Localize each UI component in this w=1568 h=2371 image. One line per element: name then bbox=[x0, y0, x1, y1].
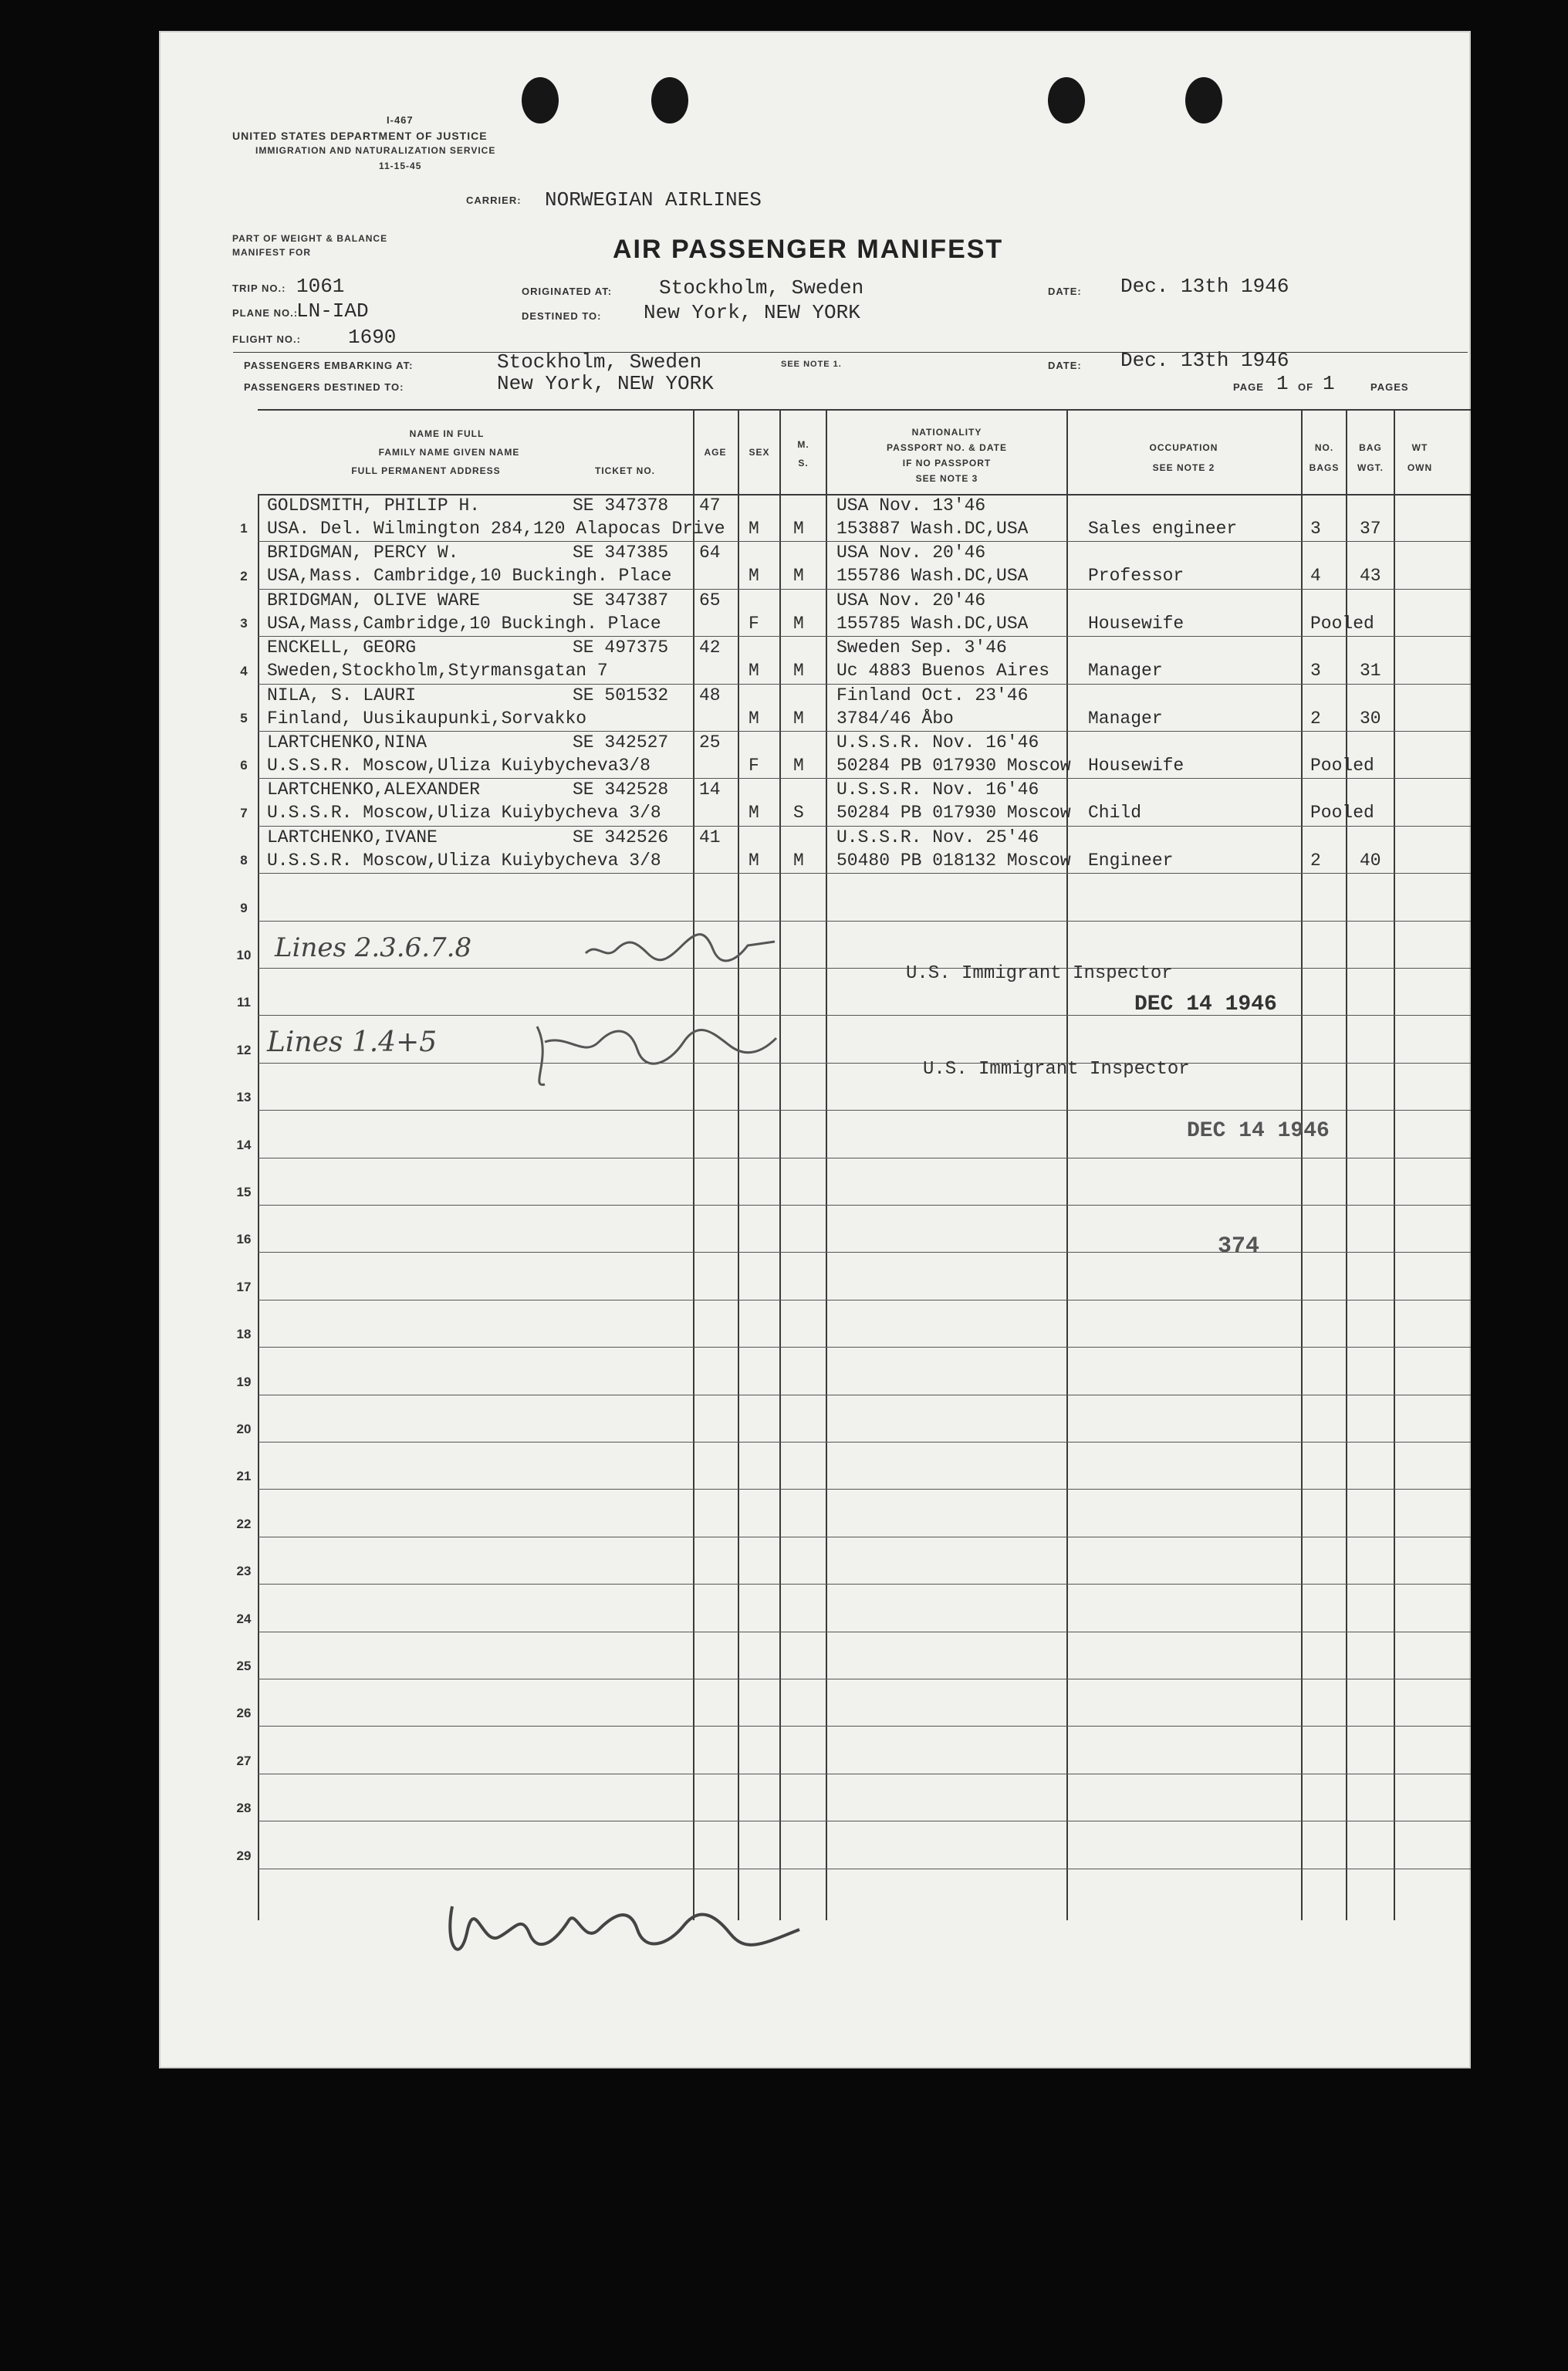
row-rule bbox=[258, 1205, 1471, 1206]
passenger-sex: M bbox=[749, 803, 759, 823]
row-number: 5 bbox=[240, 711, 248, 726]
row-rule bbox=[258, 921, 1471, 922]
bag-count: Pooled bbox=[1310, 756, 1374, 776]
row-number: 10 bbox=[236, 948, 252, 962]
ticket-number: SE 342526 bbox=[573, 827, 669, 847]
passenger-age: 42 bbox=[699, 638, 721, 658]
row-number: 9 bbox=[240, 901, 248, 915]
trip-label: TRIP NO.: bbox=[232, 282, 286, 294]
ticket-number: SE 347387 bbox=[573, 590, 669, 611]
inspector-title-2: U.S. Immigrant Inspector bbox=[923, 1059, 1190, 1080]
col-wt-header-2: OWN bbox=[1407, 462, 1433, 473]
col-occ-header-2: SEE NOTE 2 bbox=[1152, 462, 1215, 473]
occupation: Professor bbox=[1088, 566, 1184, 586]
passenger-sex: F bbox=[749, 756, 759, 776]
passenger-sex: M bbox=[749, 851, 759, 871]
row-number: 19 bbox=[236, 1375, 252, 1389]
passport: Uc 4883 Buenos Aires bbox=[836, 661, 1050, 681]
row-rule bbox=[258, 873, 1471, 874]
bag-count: 3 bbox=[1310, 519, 1321, 539]
row-rule bbox=[258, 778, 1471, 779]
stamp-date-1: DEC 14 1946 bbox=[1134, 993, 1277, 1016]
row-rule bbox=[258, 684, 1471, 685]
row-number: 4 bbox=[240, 664, 248, 678]
passenger-name: ENCKELL, GEORG bbox=[267, 638, 417, 658]
nationality: U.S.S.R. Nov. 16'46 bbox=[836, 780, 1039, 800]
bag-count: 2 bbox=[1310, 851, 1321, 871]
part-label-2: MANIFEST FOR bbox=[232, 247, 311, 258]
passenger-sex: F bbox=[749, 614, 759, 634]
passenger-age: 65 bbox=[699, 590, 721, 611]
passport: 155785 Wash.DC,USA bbox=[836, 614, 1029, 634]
col-name-header-3: FULL PERMANENT ADDRESS bbox=[351, 465, 501, 476]
row-number: 14 bbox=[236, 1138, 252, 1152]
ticket-number: SE 501532 bbox=[573, 685, 669, 705]
nationality: USA Nov. 20'46 bbox=[836, 590, 986, 611]
row-rule bbox=[258, 731, 1471, 732]
passenger-name: BRIDGMAN, OLIVE WARE bbox=[267, 590, 481, 611]
passenger-sex: M bbox=[749, 661, 759, 681]
marital-status: M bbox=[793, 709, 804, 729]
occupation: Housewife bbox=[1088, 756, 1184, 776]
carrier-label: CARRIER: bbox=[466, 194, 522, 206]
row-number: 11 bbox=[237, 995, 251, 1010]
marital-status: M bbox=[793, 519, 804, 539]
row-number: 8 bbox=[240, 853, 248, 868]
row-number: 1 bbox=[240, 521, 248, 536]
occupation: Sales engineer bbox=[1088, 519, 1238, 539]
page-label: PAGE bbox=[1233, 381, 1264, 393]
row-number: 27 bbox=[236, 1754, 252, 1768]
col-nat-header-3: IF NO PASSPORT bbox=[902, 458, 992, 468]
row-number: 12 bbox=[236, 1043, 252, 1057]
col-age-header: AGE bbox=[704, 447, 727, 458]
date2-value: Dec. 13th 1946 bbox=[1120, 349, 1289, 372]
row-rule bbox=[258, 1015, 1471, 1016]
passenger-name: LARTCHENKO,NINA bbox=[267, 732, 427, 753]
ticket-number: SE 497375 bbox=[573, 638, 669, 658]
col-wt-header-1: WT bbox=[1411, 442, 1428, 453]
passport: 155786 Wash.DC,USA bbox=[836, 566, 1029, 586]
pages-label: PAGES bbox=[1370, 381, 1409, 393]
permanent-address: Sweden,Stockholm,Styrmansgatan 7 bbox=[267, 661, 608, 681]
col-bagwt-header-1: BAG bbox=[1359, 442, 1382, 453]
permanent-address: USA,Mass. Cambridge,10 Buckingh. Place bbox=[267, 566, 672, 586]
occupation: Manager bbox=[1088, 661, 1163, 681]
col-bagwt-header-2: WGT. bbox=[1357, 462, 1384, 473]
col-occ-header-1: OCCUPATION bbox=[1149, 442, 1218, 453]
row-rule bbox=[258, 1726, 1471, 1727]
col-ms-header-1: M. bbox=[797, 439, 809, 450]
row-rule bbox=[258, 1110, 1471, 1111]
row-number: 24 bbox=[236, 1612, 252, 1626]
row-number: 28 bbox=[236, 1801, 252, 1815]
flight-label: FLIGHT NO.: bbox=[232, 333, 301, 345]
marital-status: S bbox=[793, 803, 804, 823]
row-number: 3 bbox=[240, 616, 248, 631]
marital-status: M bbox=[793, 566, 804, 586]
ticket-number: SE 342527 bbox=[573, 732, 669, 753]
row-number: 21 bbox=[236, 1469, 252, 1483]
service-name: IMMIGRATION AND NATURALIZATION SERVICE bbox=[255, 145, 496, 156]
row-rule bbox=[258, 1489, 1471, 1490]
row-rule bbox=[258, 636, 1471, 637]
captain-signature bbox=[437, 1883, 807, 1976]
row-rule bbox=[258, 1063, 1471, 1064]
lines-note-1: Lines 2.3.6.7.8 bbox=[275, 932, 472, 963]
manifest-sheet bbox=[159, 31, 1471, 2068]
col-bags-header-2: BAGS bbox=[1309, 462, 1340, 473]
row-rule bbox=[258, 1252, 1471, 1253]
passenger-age: 64 bbox=[699, 543, 721, 563]
passenger-name: GOLDSMITH, PHILIP H. bbox=[267, 496, 481, 516]
col-ms-header-2: S. bbox=[798, 458, 809, 468]
passport: 153887 Wash.DC,USA bbox=[836, 519, 1029, 539]
passenger-name: LARTCHENKO,IVANE bbox=[267, 827, 438, 847]
embarking-label: PASSENGERS EMBARKING AT: bbox=[244, 360, 414, 371]
stamp-date-2: DEC 14 1946 bbox=[1187, 1119, 1330, 1143]
row-rule bbox=[258, 1584, 1471, 1585]
ticket-number: SE 347378 bbox=[573, 496, 669, 516]
passport: 3784/46 Åbo bbox=[836, 709, 954, 729]
row-rule bbox=[258, 968, 1471, 969]
row-number: 7 bbox=[240, 806, 248, 820]
row-number: 18 bbox=[236, 1327, 252, 1341]
row-number: 25 bbox=[236, 1659, 252, 1673]
carrier-value: NORWEGIAN AIRLINES bbox=[545, 188, 762, 211]
occupation: Manager bbox=[1088, 709, 1163, 729]
row-number: 15 bbox=[236, 1185, 252, 1199]
permanent-address: U.S.S.R. Moscow,Uliza Kuiybycheva3/8 bbox=[267, 756, 651, 776]
row-rule bbox=[258, 541, 1471, 542]
nationality: Sweden Sep. 3'46 bbox=[836, 638, 1007, 658]
dest-label: PASSENGERS DESTINED TO: bbox=[244, 381, 404, 393]
passenger-sex: M bbox=[749, 709, 759, 729]
passenger-sex: M bbox=[749, 519, 759, 539]
form-number: I-467 bbox=[387, 114, 414, 126]
bag-count: 3 bbox=[1310, 661, 1321, 681]
passenger-age: 14 bbox=[699, 780, 721, 800]
passport: 50284 PB 017930 Moscow bbox=[836, 756, 1071, 776]
originated-label: ORIGINATED AT: bbox=[522, 286, 613, 297]
col-ticket-header: TICKET NO. bbox=[595, 465, 655, 476]
plane-value: LN-IAD bbox=[296, 299, 369, 323]
passenger-name: NILA, S. LAURI bbox=[267, 685, 417, 705]
date-value: Dec. 13th 1946 bbox=[1120, 275, 1289, 298]
occupation: Child bbox=[1088, 803, 1142, 823]
occupation: Housewife bbox=[1088, 614, 1184, 634]
permanent-address: USA. Del. Wilmington 284,120 Alapocas Drive bbox=[267, 519, 725, 539]
occupation: Engineer bbox=[1088, 851, 1174, 871]
row-number: 23 bbox=[236, 1564, 252, 1578]
marital-status: M bbox=[793, 851, 804, 871]
nationality: USA Nov. 20'46 bbox=[836, 543, 986, 563]
bag-weight: 43 bbox=[1360, 566, 1381, 586]
permanent-address: USA,Mass,Cambridge,10 Buckingh. Place bbox=[267, 614, 661, 634]
lines-note-2: Lines 1.4+5 bbox=[267, 1027, 438, 1058]
passenger-sex: M bbox=[749, 566, 759, 586]
dest-value: New York, NEW YORK bbox=[497, 372, 714, 395]
col-name-header-1: NAME IN FULL bbox=[409, 428, 485, 439]
passenger-age: 48 bbox=[699, 685, 721, 705]
passenger-name: BRIDGMAN, PERCY W. bbox=[267, 543, 459, 563]
trip-value: 1061 bbox=[296, 275, 345, 298]
department-name: UNITED STATES DEPARTMENT OF JUSTICE bbox=[232, 130, 488, 142]
destined-value: New York, NEW YORK bbox=[644, 301, 860, 324]
row-number: 2 bbox=[240, 569, 248, 583]
row-number: 22 bbox=[236, 1517, 252, 1531]
permanent-address: U.S.S.R. Moscow,Uliza Kuiybycheva 3/8 bbox=[267, 803, 661, 823]
passport: 50480 PB 018132 Moscow bbox=[836, 851, 1071, 871]
permanent-address: U.S.S.R. Moscow,Uliza Kuiybycheva 3/8 bbox=[267, 851, 661, 871]
part-label: PART OF WEIGHT & BALANCE bbox=[232, 233, 388, 244]
page-title: AIR PASSENGER MANIFEST bbox=[613, 235, 1004, 264]
nationality: Finland Oct. 23'46 bbox=[836, 685, 1029, 705]
row-number: 6 bbox=[240, 758, 248, 773]
ticket-number: SE 342528 bbox=[573, 780, 669, 800]
nationality: U.S.S.R. Nov. 16'46 bbox=[836, 732, 1039, 753]
nationality: USA Nov. 13'46 bbox=[836, 496, 986, 516]
inspector-title-1: U.S. Immigrant Inspector bbox=[906, 963, 1173, 984]
stamp-number: 374 bbox=[1218, 1233, 1260, 1260]
ticket-number: SE 347385 bbox=[573, 543, 669, 563]
row-rule bbox=[258, 1442, 1471, 1443]
inspector-signature-2 bbox=[522, 1011, 784, 1096]
row-number: 17 bbox=[236, 1280, 252, 1294]
flight-value: 1690 bbox=[348, 326, 397, 349]
of-value: 1 bbox=[1323, 372, 1335, 395]
row-rule bbox=[258, 1347, 1471, 1348]
row-number: 26 bbox=[236, 1706, 252, 1720]
bag-weight: 37 bbox=[1360, 519, 1381, 539]
col-bags-header-1: NO. bbox=[1314, 442, 1334, 453]
bag-count: Pooled bbox=[1310, 614, 1374, 634]
page-value: 1 bbox=[1276, 372, 1289, 395]
embarking-value: Stockholm, Sweden bbox=[497, 350, 702, 374]
bag-count: 2 bbox=[1310, 709, 1321, 729]
passport: 50284 PB 017930 Moscow bbox=[836, 803, 1071, 823]
col-nat-header-1: NATIONALITY bbox=[911, 427, 982, 438]
marital-status: M bbox=[793, 614, 804, 634]
col-name-header-2: FAMILY NAME GIVEN NAME bbox=[378, 447, 520, 458]
date-label: DATE: bbox=[1048, 286, 1082, 297]
row-rule bbox=[258, 589, 1471, 590]
col-nat-header-2: PASSPORT NO. & DATE bbox=[887, 442, 1007, 453]
plane-label: PLANE NO.: bbox=[232, 307, 299, 319]
bag-weight: 31 bbox=[1360, 661, 1381, 681]
nationality: U.S.S.R. Nov. 25'46 bbox=[836, 827, 1039, 847]
form-date: 11-15-45 bbox=[379, 161, 422, 171]
passenger-age: 41 bbox=[699, 827, 721, 847]
row-rule bbox=[258, 826, 1471, 827]
bag-count: 4 bbox=[1310, 566, 1321, 586]
originated-value: Stockholm, Sweden bbox=[659, 276, 864, 299]
row-number: 29 bbox=[236, 1848, 252, 1863]
date2-label: DATE: bbox=[1048, 360, 1082, 371]
row-number: 13 bbox=[236, 1090, 252, 1104]
bag-count: Pooled bbox=[1310, 803, 1374, 823]
marital-status: M bbox=[793, 756, 804, 776]
bag-weight: 40 bbox=[1360, 851, 1381, 871]
passenger-age: 25 bbox=[699, 732, 721, 753]
table-top-rule bbox=[258, 409, 1471, 411]
col-nat-header-4: SEE NOTE 3 bbox=[915, 473, 978, 484]
passenger-age: 47 bbox=[699, 496, 721, 516]
see-note-1: SEE NOTE 1. bbox=[781, 360, 842, 369]
permanent-address: Finland, Uusikaupunki,Sorvakko bbox=[267, 709, 587, 729]
row-number: 20 bbox=[236, 1422, 252, 1436]
inspector-signature-1 bbox=[582, 918, 782, 972]
passenger-name: LARTCHENKO,ALEXANDER bbox=[267, 780, 481, 800]
col-sex-header: SEX bbox=[749, 447, 770, 458]
marital-status: M bbox=[793, 661, 804, 681]
destined-label: DESTINED TO: bbox=[522, 310, 602, 322]
bag-weight: 30 bbox=[1360, 709, 1381, 729]
row-number: 16 bbox=[236, 1232, 252, 1246]
of-label: OF bbox=[1298, 381, 1314, 393]
